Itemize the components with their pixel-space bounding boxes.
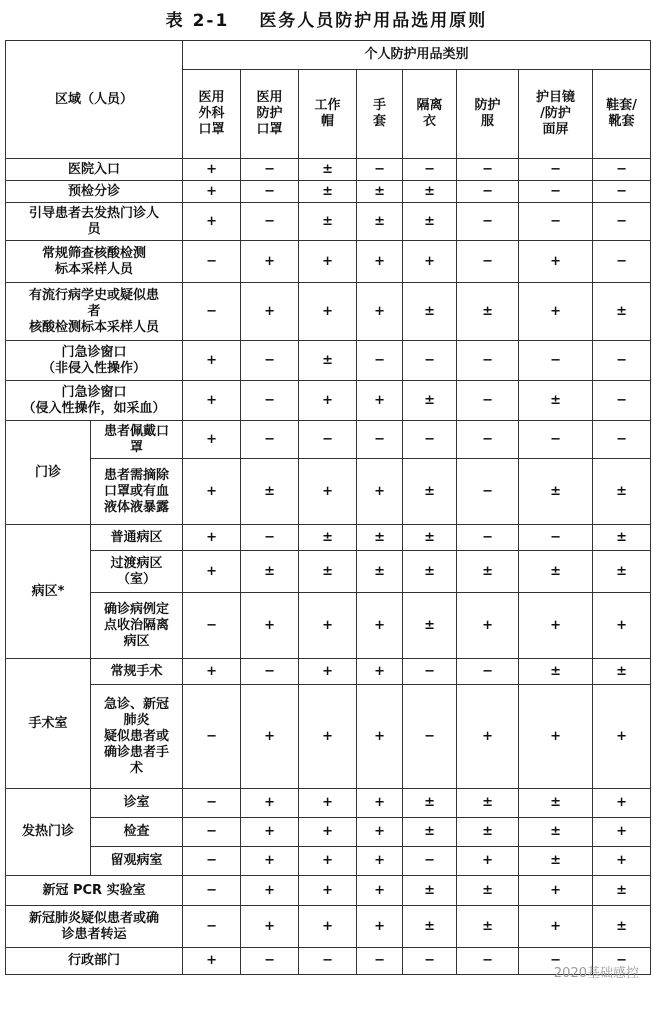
table-row bbox=[6, 593, 651, 659]
mark-cell: ± bbox=[457, 906, 519, 948]
mark-cell: + bbox=[299, 906, 357, 948]
mark-cell: + bbox=[357, 847, 403, 876]
table-row bbox=[6, 381, 651, 421]
mark-cell: + bbox=[299, 659, 357, 685]
header-group: 个人防护用品类别 bbox=[183, 41, 651, 70]
mark-cell: − bbox=[183, 876, 241, 906]
mark-cell: − bbox=[593, 341, 651, 381]
mark-cell: ± bbox=[403, 525, 457, 551]
mark-cell: − bbox=[519, 203, 593, 241]
sub-area-cell bbox=[91, 525, 183, 551]
mark-cell: + bbox=[183, 341, 241, 381]
table-row bbox=[6, 459, 651, 525]
column-header bbox=[241, 70, 299, 159]
mark-cell: + bbox=[357, 906, 403, 948]
column-header-line: 口罩 bbox=[198, 122, 225, 137]
sub-area-line: 肺炎 bbox=[123, 712, 150, 728]
area-line: 行政部门 bbox=[68, 953, 121, 968]
column-header-line: 鞋套/ bbox=[606, 98, 637, 113]
mark-cell: ± bbox=[519, 847, 593, 876]
table-row bbox=[6, 818, 651, 847]
table-row bbox=[6, 341, 651, 381]
mark-cell: ± bbox=[241, 459, 299, 525]
mark-cell: − bbox=[519, 181, 593, 203]
mark-cell: − bbox=[241, 948, 299, 975]
area-cell bbox=[6, 876, 183, 906]
mark-cell: + bbox=[593, 593, 651, 659]
mark-cell: − bbox=[519, 525, 593, 551]
table-row bbox=[6, 525, 651, 551]
mark-cell: + bbox=[299, 241, 357, 283]
column-header bbox=[183, 70, 241, 159]
watermark: 2020基础感控 bbox=[553, 966, 639, 981]
table-row bbox=[6, 203, 651, 241]
mark-cell: + bbox=[241, 283, 299, 341]
mark-cell: ± bbox=[403, 818, 457, 847]
mark-cell: + bbox=[183, 525, 241, 551]
mark-cell: + bbox=[183, 551, 241, 593]
column-header-line: 医用 bbox=[198, 90, 225, 105]
mark-cell: ± bbox=[403, 906, 457, 948]
mark-cell: − bbox=[241, 659, 299, 685]
mark-cell: ± bbox=[457, 283, 519, 341]
column-header-line: 靴套 bbox=[608, 114, 635, 129]
mark-cell: ± bbox=[457, 789, 519, 818]
area-cell bbox=[6, 241, 183, 283]
mark-cell: − bbox=[241, 525, 299, 551]
mark-cell: ± bbox=[593, 459, 651, 525]
area-line: 门急诊窗口 bbox=[61, 384, 127, 400]
mark-cell: + bbox=[357, 283, 403, 341]
mark-cell: − bbox=[299, 421, 357, 459]
mark-cell: + bbox=[299, 381, 357, 421]
sub-area-line: 急诊、新冠 bbox=[104, 696, 170, 712]
sub-area-cell bbox=[91, 847, 183, 876]
mark-cell: − bbox=[403, 685, 457, 789]
mark-cell: + bbox=[299, 459, 357, 525]
sub-area-line: 液体液暴露 bbox=[104, 499, 170, 515]
mark-cell: ± bbox=[457, 876, 519, 906]
column-header bbox=[357, 70, 403, 159]
mark-cell: + bbox=[357, 659, 403, 685]
mark-cell: ± bbox=[403, 203, 457, 241]
mark-cell: + bbox=[299, 789, 357, 818]
mark-cell: − bbox=[593, 381, 651, 421]
mark-cell: − bbox=[403, 659, 457, 685]
table-row bbox=[6, 789, 651, 818]
table-body bbox=[6, 159, 651, 975]
area-line: 核酸检测标本采样人员 bbox=[29, 319, 160, 335]
mark-cell: − bbox=[519, 948, 593, 975]
mark-cell: − bbox=[299, 948, 357, 975]
mark-cell: ± bbox=[357, 203, 403, 241]
mark-cell: + bbox=[357, 818, 403, 847]
area-line: （侵入性操作，如采血） bbox=[22, 400, 166, 416]
mark-cell: + bbox=[519, 593, 593, 659]
mark-cell: ± bbox=[519, 659, 593, 685]
mark-cell: + bbox=[241, 818, 299, 847]
mark-cell: − bbox=[593, 181, 651, 203]
column-header-line: 帽 bbox=[321, 114, 335, 129]
mark-cell: − bbox=[403, 847, 457, 876]
mark-cell: + bbox=[357, 459, 403, 525]
mark-cell: + bbox=[299, 685, 357, 789]
mark-cell: + bbox=[519, 876, 593, 906]
mark-cell: + bbox=[183, 659, 241, 685]
mark-cell: ± bbox=[299, 159, 357, 181]
area-line: 引导患者去发热门诊人 bbox=[29, 205, 160, 221]
sub-area-cell bbox=[91, 659, 183, 685]
area-line: 有流行病学史或疑似患 bbox=[29, 287, 160, 303]
mark-cell: + bbox=[183, 948, 241, 975]
area-cell bbox=[6, 283, 183, 341]
sub-area-line: 术 bbox=[130, 760, 144, 776]
column-header bbox=[457, 70, 519, 159]
sub-area-cell bbox=[91, 789, 183, 818]
column-header-line: /防护 bbox=[540, 106, 571, 121]
mark-cell: − bbox=[357, 341, 403, 381]
mark-cell: + bbox=[183, 381, 241, 421]
mark-cell: + bbox=[241, 906, 299, 948]
column-header bbox=[593, 70, 651, 159]
area-cell bbox=[6, 181, 183, 203]
column-header-line: 外科 bbox=[198, 106, 225, 121]
column-header-line: 医用 bbox=[256, 90, 283, 105]
sub-area-cell bbox=[91, 551, 183, 593]
mark-cell: ± bbox=[457, 551, 519, 593]
mark-cell: − bbox=[403, 341, 457, 381]
mark-cell: + bbox=[593, 818, 651, 847]
area-line: 标本采样人员 bbox=[55, 261, 134, 277]
sub-area-line: 检查 bbox=[123, 824, 150, 839]
mark-cell: − bbox=[593, 421, 651, 459]
mark-cell: ± bbox=[403, 381, 457, 421]
area-line: 医院入口 bbox=[68, 161, 121, 177]
mark-cell: + bbox=[593, 685, 651, 789]
sub-area-line: 确诊病例定 bbox=[104, 601, 170, 617]
column-header-line: 服 bbox=[481, 114, 495, 129]
mark-cell: − bbox=[183, 283, 241, 341]
mark-cell: − bbox=[519, 341, 593, 381]
mark-cell: − bbox=[183, 685, 241, 789]
mark-cell: + bbox=[357, 685, 403, 789]
mark-cell: − bbox=[357, 948, 403, 975]
mark-cell: − bbox=[457, 181, 519, 203]
column-header bbox=[519, 70, 593, 159]
area-cell bbox=[6, 203, 183, 241]
mark-cell: + bbox=[519, 283, 593, 341]
mark-cell: ± bbox=[403, 789, 457, 818]
mark-cell: − bbox=[457, 159, 519, 181]
sub-area-line: 留观病室 bbox=[110, 853, 163, 868]
mark-cell: − bbox=[357, 159, 403, 181]
mark-cell: − bbox=[183, 789, 241, 818]
area-cell bbox=[6, 381, 183, 421]
mark-cell: − bbox=[183, 906, 241, 948]
mark-cell: ± bbox=[593, 551, 651, 593]
mark-cell: ± bbox=[403, 181, 457, 203]
table-row bbox=[6, 181, 651, 203]
mark-cell: − bbox=[457, 659, 519, 685]
sub-area-cell bbox=[91, 459, 183, 525]
mark-cell: ± bbox=[403, 551, 457, 593]
area-line: 新冠肺炎疑似患者或确 bbox=[29, 910, 160, 926]
mark-cell: + bbox=[593, 789, 651, 818]
header-region: 区域（人员） bbox=[6, 41, 183, 159]
mark-cell: − bbox=[457, 525, 519, 551]
table-row bbox=[6, 906, 651, 948]
mark-cell: − bbox=[183, 593, 241, 659]
mark-cell: − bbox=[403, 421, 457, 459]
mark-cell: − bbox=[593, 241, 651, 283]
mark-cell: − bbox=[241, 421, 299, 459]
mark-cell: ± bbox=[593, 283, 651, 341]
mark-cell: + bbox=[241, 876, 299, 906]
sub-area-line: 诊室 bbox=[123, 795, 150, 810]
sub-area-line: 口罩或有血 bbox=[104, 483, 170, 499]
column-header-line: 防护 bbox=[256, 106, 283, 121]
mark-cell: − bbox=[457, 459, 519, 525]
column-header bbox=[403, 70, 457, 159]
mark-cell: + bbox=[183, 159, 241, 181]
mark-cell: + bbox=[183, 421, 241, 459]
column-header-line: 套 bbox=[373, 114, 387, 129]
column-header-line: 面屏 bbox=[542, 122, 569, 137]
mark-cell: ± bbox=[519, 551, 593, 593]
mark-cell: + bbox=[357, 381, 403, 421]
mark-cell: ± bbox=[457, 818, 519, 847]
mark-cell: + bbox=[357, 593, 403, 659]
mark-cell: + bbox=[241, 789, 299, 818]
table-title-text: 医务人员防护用品选用原则 bbox=[259, 11, 488, 31]
column-header-line: 衣 bbox=[423, 114, 437, 129]
mark-cell: ± bbox=[593, 906, 651, 948]
mark-cell: + bbox=[519, 685, 593, 789]
mark-cell: − bbox=[183, 847, 241, 876]
sub-area-line: 普通病区 bbox=[110, 529, 163, 545]
sub-area-line: 常规手术 bbox=[110, 663, 163, 679]
mark-cell: ± bbox=[593, 525, 651, 551]
mark-cell: − bbox=[457, 341, 519, 381]
table-row bbox=[6, 659, 651, 685]
sub-area-cell bbox=[91, 685, 183, 789]
sub-area-cell bbox=[91, 818, 183, 847]
mark-cell: − bbox=[241, 203, 299, 241]
column-header-line: 护目镜 bbox=[536, 90, 576, 105]
column-header-line: 防护 bbox=[474, 98, 501, 113]
sub-area-line: （室） bbox=[117, 571, 157, 587]
mark-cell: ± bbox=[519, 381, 593, 421]
table-row bbox=[6, 847, 651, 876]
mark-cell: ± bbox=[403, 283, 457, 341]
mark-cell: + bbox=[519, 241, 593, 283]
mark-cell: ± bbox=[299, 341, 357, 381]
area-line: 门急诊窗口 bbox=[61, 344, 127, 360]
column-header-line: 口罩 bbox=[256, 122, 283, 137]
mark-cell: ± bbox=[299, 551, 357, 593]
mark-cell: + bbox=[183, 459, 241, 525]
mark-cell: + bbox=[457, 593, 519, 659]
mark-cell: + bbox=[593, 847, 651, 876]
mark-cell: ± bbox=[299, 525, 357, 551]
table-row bbox=[6, 685, 651, 789]
area-cell bbox=[6, 948, 183, 975]
table-row bbox=[6, 876, 651, 906]
mark-cell: ± bbox=[403, 876, 457, 906]
area-line: 预检分诊 bbox=[68, 183, 121, 199]
mark-cell: + bbox=[241, 241, 299, 283]
mark-cell: − bbox=[183, 241, 241, 283]
table-row bbox=[6, 159, 651, 181]
mark-cell: + bbox=[299, 283, 357, 341]
ppe-table bbox=[5, 40, 651, 975]
mark-cell: − bbox=[403, 159, 457, 181]
mark-cell: + bbox=[357, 241, 403, 283]
sub-area-line: 病区 bbox=[123, 633, 150, 649]
group-cell: 手术室 bbox=[6, 659, 91, 789]
group-cell: 门诊 bbox=[6, 421, 91, 525]
mark-cell: + bbox=[241, 685, 299, 789]
mark-cell: ± bbox=[357, 551, 403, 593]
mark-cell: + bbox=[299, 818, 357, 847]
mark-cell: ± bbox=[519, 789, 593, 818]
mark-cell: ± bbox=[403, 593, 457, 659]
column-header-line: 工作 bbox=[314, 98, 341, 113]
group-cell: 发热门诊 bbox=[6, 789, 91, 876]
group-cell: 病区* bbox=[6, 525, 91, 659]
sub-area-cell bbox=[91, 421, 183, 459]
mark-cell: − bbox=[593, 159, 651, 181]
area-line: 诊患者转运 bbox=[61, 926, 127, 942]
sub-area-line: 点收治隔离 bbox=[104, 617, 170, 633]
mark-cell: + bbox=[183, 203, 241, 241]
mark-cell: + bbox=[299, 876, 357, 906]
mark-cell: − bbox=[357, 421, 403, 459]
sub-area-line: 确诊患者手 bbox=[104, 744, 170, 760]
mark-cell: − bbox=[241, 341, 299, 381]
mark-cell: − bbox=[241, 181, 299, 203]
area-cell bbox=[6, 341, 183, 381]
mark-cell: + bbox=[457, 685, 519, 789]
mark-cell: − bbox=[457, 241, 519, 283]
mark-cell: + bbox=[299, 593, 357, 659]
mark-cell: ± bbox=[299, 181, 357, 203]
mark-cell: + bbox=[519, 906, 593, 948]
mark-cell: ± bbox=[357, 181, 403, 203]
mark-cell: − bbox=[241, 381, 299, 421]
table-row bbox=[6, 241, 651, 283]
area-cell bbox=[6, 159, 183, 181]
mark-cell: + bbox=[183, 181, 241, 203]
mark-cell: − bbox=[593, 203, 651, 241]
area-line: 新冠 PCR 实验室 bbox=[42, 882, 146, 898]
mark-cell: + bbox=[403, 241, 457, 283]
mark-cell: − bbox=[457, 381, 519, 421]
mark-cell: + bbox=[241, 847, 299, 876]
area-line: 常规筛查核酸检测 bbox=[42, 245, 147, 261]
table-row bbox=[6, 421, 651, 459]
mark-cell: ± bbox=[299, 203, 357, 241]
mark-cell: ± bbox=[593, 876, 651, 906]
sub-area-line: 过渡病区 bbox=[110, 555, 163, 571]
mark-cell: − bbox=[241, 159, 299, 181]
sub-area-line: 患者佩戴口 bbox=[104, 423, 170, 439]
area-line: （非侵入性操作） bbox=[42, 360, 147, 376]
mark-cell: − bbox=[457, 421, 519, 459]
mark-cell: − bbox=[519, 421, 593, 459]
mark-cell: + bbox=[241, 593, 299, 659]
sub-area-cell bbox=[91, 593, 183, 659]
mark-cell: − bbox=[457, 948, 519, 975]
sub-area-line: 患者需摘除 bbox=[104, 467, 170, 483]
table-row bbox=[6, 283, 651, 341]
mark-cell: ± bbox=[241, 551, 299, 593]
mark-cell: − bbox=[519, 159, 593, 181]
column-header bbox=[299, 70, 357, 159]
table-number: 表 2-1 bbox=[165, 11, 230, 31]
area-line: 员 bbox=[87, 221, 101, 237]
sub-area-line: 罩 bbox=[130, 439, 144, 455]
mark-cell: − bbox=[593, 948, 651, 975]
column-header-line: 手 bbox=[373, 98, 387, 113]
column-header-line: 隔离 bbox=[416, 98, 443, 113]
mark-cell: + bbox=[457, 847, 519, 876]
mark-cell: − bbox=[403, 948, 457, 975]
mark-cell: ± bbox=[519, 459, 593, 525]
mark-cell: ± bbox=[357, 525, 403, 551]
mark-cell: + bbox=[357, 876, 403, 906]
mark-cell: + bbox=[357, 789, 403, 818]
mark-cell: ± bbox=[519, 818, 593, 847]
mark-cell: − bbox=[457, 203, 519, 241]
mark-cell: + bbox=[299, 847, 357, 876]
area-cell bbox=[6, 906, 183, 948]
mark-cell: − bbox=[183, 818, 241, 847]
area-line: 者 bbox=[87, 303, 101, 319]
table-row bbox=[6, 551, 651, 593]
mark-cell: ± bbox=[593, 659, 651, 685]
mark-cell: ± bbox=[403, 459, 457, 525]
table-title bbox=[0, 6, 653, 31]
sub-area-line: 疑似患者或 bbox=[104, 728, 170, 744]
